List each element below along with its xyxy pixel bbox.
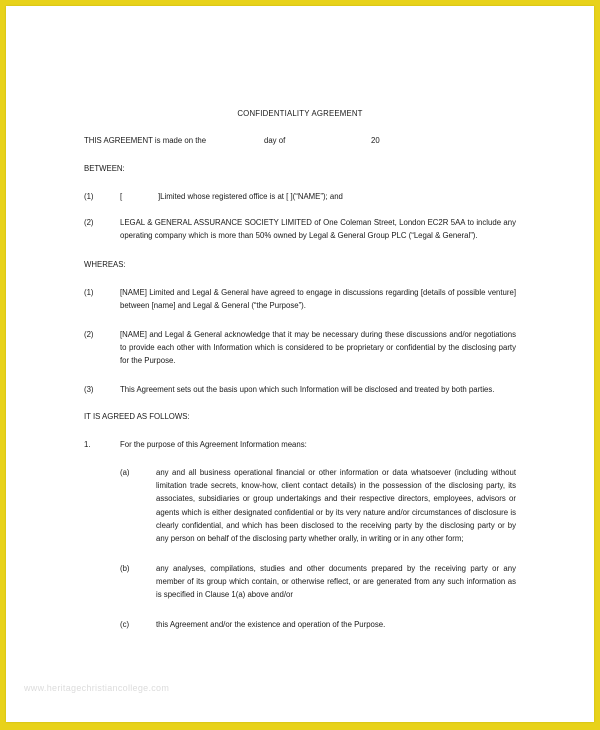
intro-day-of: day of [264,136,286,145]
party2-number: (2) [84,218,94,227]
agreement-document [6,6,594,722]
clause1c-text: this Agreement and/or the existence and operation of the Purpose. [156,620,386,629]
clause1b-number: (b) [120,564,130,573]
recital1-number: (1) [84,288,94,297]
recital3-number: (3) [84,385,94,394]
party2-text: LEGAL & GENERAL ASSURANCE SOCIETY LIMITED of One Coleman Street, London EC2R 5AA to include any operating company which is more than 50% owned by Legal & General Group PLC (“Legal & General”). [120,218,516,241]
clause1b-text: any analyses, compilations, studies and other documents prepared by the receiving party or any member of its group which contain, or otherwise reflect, or are generated from any such information as is specified in Clause 1(a) above and/or [156,564,516,600]
party1-text: ]Limited whose registered office is at [ ](“NAME”); and [158,192,343,201]
agreed-heading: IT IS AGREED AS FOLLOWS: [84,412,190,421]
document-title: CONFIDENTIALITY AGREEMENT [237,109,363,118]
clause1a-text: any and all business operational financial or other information or data whatsoever (including without limitation trade secrets, know-how, client contact details) in the possession of the disclosing party, its associates, subsidiaries or group undertakings and their respective directors, employees, advisors or agents which is either designated confidential or by its very nature and/or circumstances of disclosure is clearly confidential, and which has been disclosed to the receiving party by the disclosing party or by any person on behalf of the disclosing party whether orally, in writing or in any other form; [156,468,516,544]
intro-made-on: THIS AGREEMENT is made on the [84,136,207,145]
clause1c-number: (c) [120,620,130,629]
recital3-text: This Agreement sets out the basis upon which such Information will be disclosed and treated by both parties. [120,385,495,394]
intro-year: 20 [371,136,380,145]
clause1-text: For the purpose of this Agreement Information means: [120,440,307,449]
whereas-heading: WHEREAS: [84,260,126,269]
clause1a-number: (a) [120,468,130,477]
recital2-number: (2) [84,330,94,339]
clause1-number: 1. [84,440,91,449]
recital1-text: [NAME] Limited and Legal & General have agreed to engage in discussions regarding [details of possible venture] between [name] and Legal & General (“the Purpose”). [120,288,516,311]
party1-bracket: [ [120,192,123,201]
recital2-text: [NAME] and Legal & General acknowledge that it may be necessary during these discussions and/or negotiations to provide each other with Information which is considered to be proprietary or confidential by the disclosing party for the Purpose. [120,330,516,366]
document-page [6,6,594,722]
party1-number: (1) [84,192,94,201]
between-heading: BETWEEN: [84,164,125,173]
watermark-text: www.heritagechristiancollege.com [24,683,170,693]
